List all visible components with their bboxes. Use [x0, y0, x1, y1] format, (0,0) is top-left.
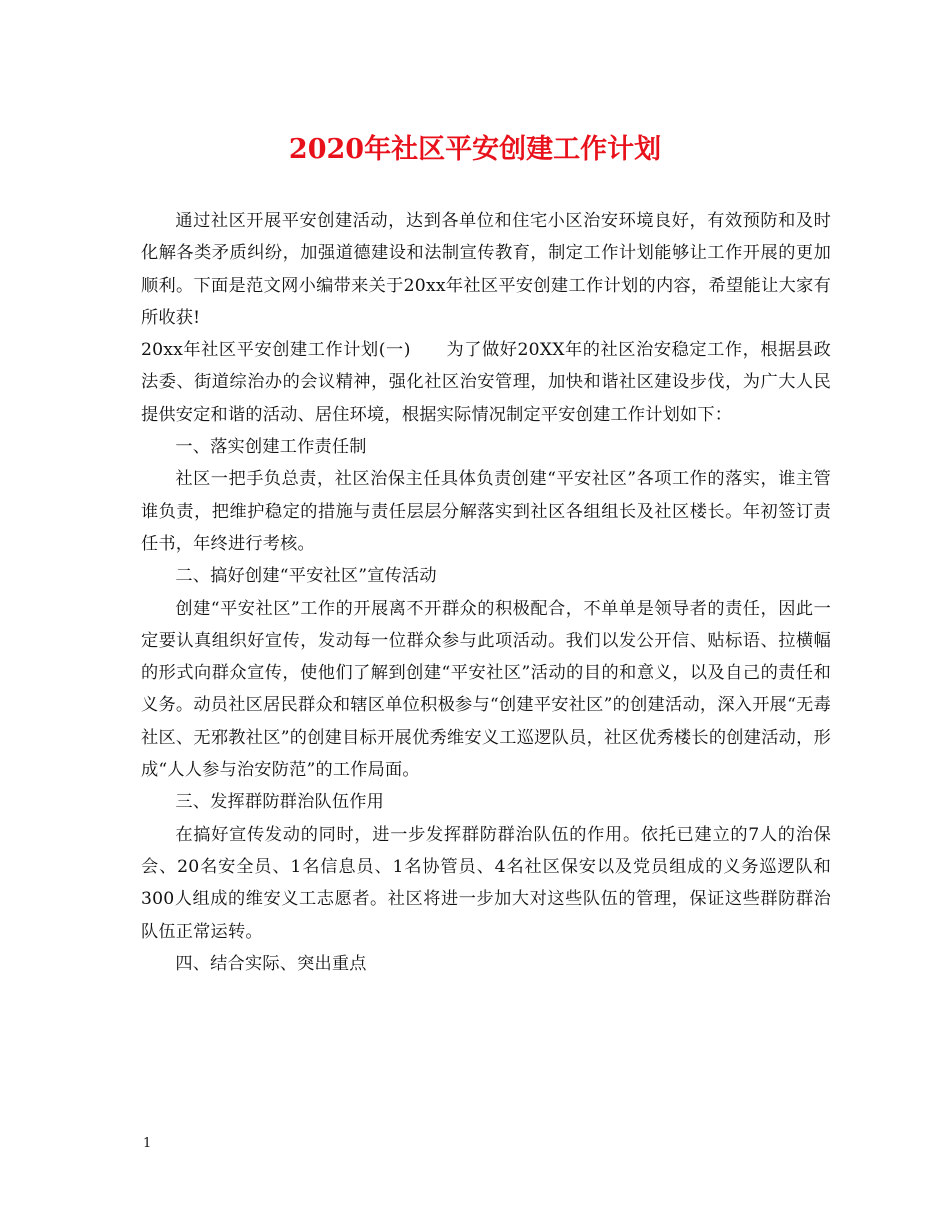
section-heading: 二、搞好创建“平安社区”宣传活动 [175, 566, 437, 587]
body-paragraph: 20xx年社区平安创建工作计划(一) 为了做好20XX年的社区治安稳定工作，根据县政法委、街道综治办的会议精神，强化社区治安管理，加快和谐社区建设步伐，为广大人民提供安定和谐的活动、居住环境，根据实际情况制定平安创建工作计划如下： [141, 340, 831, 425]
page-number: 1 [143, 1136, 152, 1151]
body-paragraph: 通过社区开展平安创建活动，达到各单位和住宅小区治安环境良好，有效预防和及时化解各类矛质纠纷，加强道德建设和法制宣传教育，制定工作计划能够让工作开展的更加顺利。下面是范文网小编带来关于20xx年社区平安创建工作计划的内容，希望能让大家有所收获! [141, 211, 831, 328]
section-heading: 三、发挥群防群治队伍作用 [175, 792, 385, 813]
section-heading: 一、落实创建工作责任制 [175, 437, 367, 458]
body-paragraph: 社区一把手负总责，社区治保主任具体负责创建“平安社区”各项工作的落实，谁主管谁负责，把维护稳定的措施与责任层层分解落实到社区各组组长及社区楼长。年初签订责任书，年终进行考核。 [141, 469, 831, 554]
section-heading: 四、结合实际、突出重点 [175, 953, 367, 974]
document-title: 2020年社区平安创建工作计划 [288, 134, 662, 165]
body-paragraph: 在搞好宣传发动的同时，进一步发挥群防群治队伍的作用。依托已建立的7人的治保会、20名安全员、1名信息员、1名协管员、4名社区保安以及党员组成的义务巡逻队和300人组成的维安义工志愿者。社区将进一步加大对这些队伍的管理，保证这些群防群治队伍正常运转。 [141, 824, 831, 942]
document-body [141, 205, 831, 980]
body-paragraph: 创建“平安社区”工作的开展离不开群众的积极配合，不单单是领导者的责任，因此一定要认真组织好宣传，发动每一位群众参与此项活动。我们以发公开信、贴标语、拉横幅的形式向群众宣传，使他们了解到创建“平安社区”活动的目的和意义，以及自己的责任和义务。动员社区居民群众和辖区单位积极参与“创建平安社区”的创建活动，深入开展“无毒社区、无邪教社区”的创建目标开展优秀维安义工巡逻队员，社区优秀楼长的创建活动，形成“人人参与治安防范”的工作局面。 [141, 598, 831, 781]
